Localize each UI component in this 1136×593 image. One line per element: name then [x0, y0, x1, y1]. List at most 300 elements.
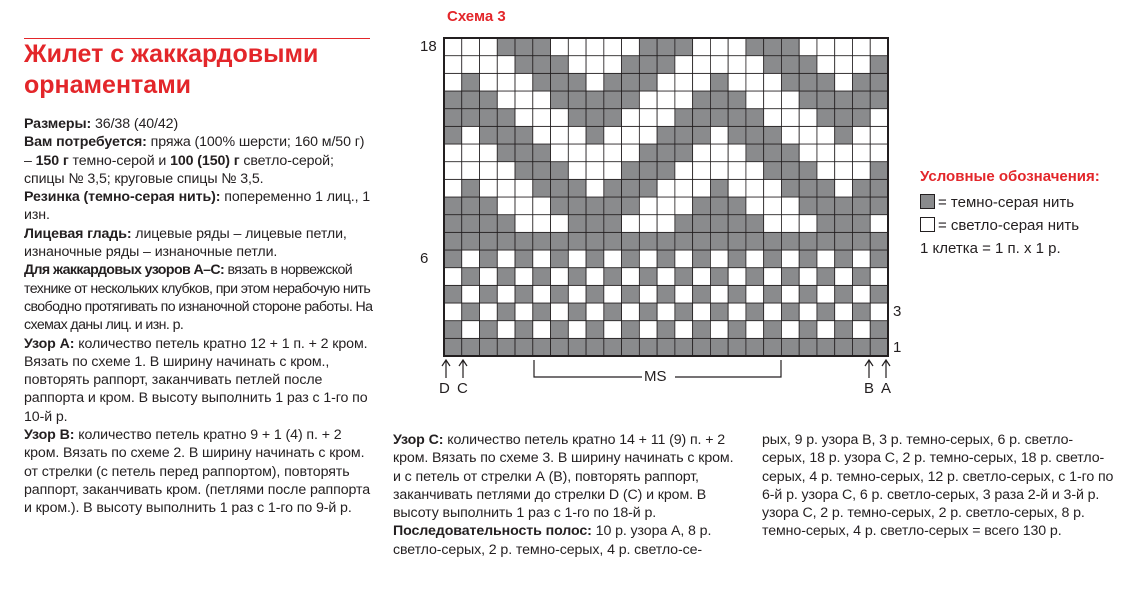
- row-label-1: 1: [893, 339, 902, 356]
- chart-cell: [462, 91, 480, 109]
- chart-cell: [799, 232, 817, 250]
- chart-cell: [781, 162, 799, 180]
- chart-cell: [622, 56, 640, 74]
- chart-cell: [870, 215, 888, 233]
- chart-cell: [781, 73, 799, 91]
- chart-cell: [852, 303, 870, 321]
- arrow-b-icon: [865, 360, 873, 378]
- chart-cell: [462, 321, 480, 339]
- chart-cell: [568, 126, 586, 144]
- chart-cell: [639, 91, 657, 109]
- chart-cell: [870, 162, 888, 180]
- chart-cell: [817, 144, 835, 162]
- chart-cell: [568, 250, 586, 268]
- row-label-18: 18: [420, 38, 437, 55]
- chart-cell: [817, 321, 835, 339]
- chart-cell: [622, 179, 640, 197]
- chart-cell: [480, 303, 498, 321]
- legend-dark: [920, 194, 1074, 211]
- chart-cell: [462, 215, 480, 233]
- chart-cell: [675, 321, 693, 339]
- chart-cell: [693, 56, 711, 74]
- chart-cell: [764, 73, 782, 91]
- chart-cell: [799, 73, 817, 91]
- chart-cell: [799, 268, 817, 286]
- chart-cell: [604, 215, 622, 233]
- chart-cell: [515, 338, 533, 356]
- stockinette-label: Лицевая гладь:: [24, 225, 132, 242]
- chart-cell: [622, 268, 640, 286]
- chart-cell: [799, 91, 817, 109]
- legend-light: [920, 217, 1079, 234]
- chart-cell: [746, 126, 764, 144]
- chart-cell: [799, 109, 817, 127]
- chart-cell: [781, 321, 799, 339]
- chart-cell: [710, 232, 728, 250]
- chart-cell: [604, 91, 622, 109]
- chart-cell: [604, 268, 622, 286]
- chart-cell: [444, 285, 462, 303]
- chart-cell: [693, 215, 711, 233]
- chart-cell: [870, 126, 888, 144]
- chart-cell: [462, 303, 480, 321]
- chart-cell: [497, 56, 515, 74]
- chart-cell: [497, 303, 515, 321]
- chart-cell: [639, 144, 657, 162]
- chart-cell: [622, 197, 640, 215]
- chart-cell: [604, 338, 622, 356]
- chart-cell: [746, 91, 764, 109]
- chart-cell: [764, 250, 782, 268]
- chart-cell: [835, 144, 853, 162]
- chart-cell: [728, 250, 746, 268]
- chart-cell: [551, 268, 569, 286]
- chart-cell: [817, 232, 835, 250]
- chart-cell: [515, 38, 533, 56]
- chart-cell: [799, 144, 817, 162]
- chart-cell: [551, 232, 569, 250]
- chart-cell: [693, 109, 711, 127]
- chart-cell: [817, 73, 835, 91]
- chart-cell: [497, 144, 515, 162]
- chart-cell: [462, 179, 480, 197]
- chart-cell: [675, 126, 693, 144]
- arrow-d-icon: [442, 360, 450, 378]
- chart-cell: [515, 126, 533, 144]
- materials-amount-light: 100 (150) г: [170, 152, 240, 169]
- chart-cell: [835, 232, 853, 250]
- chart-cell: [817, 91, 835, 109]
- chart-cell: [870, 56, 888, 74]
- chart-cell: [728, 179, 746, 197]
- chart-cell: [568, 56, 586, 74]
- repeat-label: MS: [644, 368, 667, 385]
- chart-cell: [675, 215, 693, 233]
- chart-cell: [764, 268, 782, 286]
- chart-cell: [497, 285, 515, 303]
- chart-cell: [497, 215, 515, 233]
- chart-cell: [568, 215, 586, 233]
- chart-cell: [533, 73, 551, 91]
- chart-cell: [551, 162, 569, 180]
- chart-cell: [444, 321, 462, 339]
- chart-cell: [764, 109, 782, 127]
- chart-cell: [781, 91, 799, 109]
- chart-cell: [657, 38, 675, 56]
- chart-cell: [480, 56, 498, 74]
- chart-cell: [693, 285, 711, 303]
- chart-cell: [586, 73, 604, 91]
- chart-cell: [764, 303, 782, 321]
- chart-cell: [728, 268, 746, 286]
- chart-cell: [835, 285, 853, 303]
- chart-cell: [764, 144, 782, 162]
- chart-cell: [551, 144, 569, 162]
- chart-cell: [693, 38, 711, 56]
- chart-cell: [462, 338, 480, 356]
- legend-title: Условные обозначения:: [920, 168, 1100, 185]
- chart-cell: [728, 56, 746, 74]
- chart-cell: [586, 91, 604, 109]
- chart-cell: [515, 321, 533, 339]
- chart-cell: [657, 56, 675, 74]
- arrow-label-a: A: [881, 380, 892, 397]
- chart-cell: [852, 268, 870, 286]
- chart-cell: [604, 162, 622, 180]
- chart-cell: [764, 126, 782, 144]
- chart-cell: [586, 144, 604, 162]
- chart-cell: [746, 162, 764, 180]
- chart-cell: [852, 250, 870, 268]
- chart-cell: [835, 215, 853, 233]
- chart-cell: [852, 38, 870, 56]
- chart-cell: [533, 162, 551, 180]
- light-swatch: [920, 217, 935, 232]
- chart-cell: [675, 268, 693, 286]
- chart-cell: [639, 232, 657, 250]
- chart-cell: [551, 109, 569, 127]
- chart-cell: [568, 268, 586, 286]
- chart-cell: [764, 56, 782, 74]
- chart-cell: [568, 162, 586, 180]
- chart-cell: [604, 56, 622, 74]
- chart-cell: [657, 268, 675, 286]
- chart-cell: [746, 73, 764, 91]
- chart-cell: [781, 56, 799, 74]
- chart-cell: [675, 38, 693, 56]
- chart-cell: [515, 268, 533, 286]
- chart-cell: [444, 109, 462, 127]
- chart-cell: [693, 303, 711, 321]
- chart-cell: [675, 338, 693, 356]
- chart-cell: [586, 179, 604, 197]
- chart-cell: [639, 268, 657, 286]
- chart-cell: [533, 109, 551, 127]
- chart-cell: [568, 321, 586, 339]
- chart-cell: [533, 144, 551, 162]
- chart-cell: [604, 250, 622, 268]
- chart-cell: [764, 162, 782, 180]
- chart-cell: [568, 232, 586, 250]
- chart-cell: [870, 250, 888, 268]
- chart-cell: [728, 91, 746, 109]
- chart-cell: [551, 126, 569, 144]
- chart-cell: [870, 91, 888, 109]
- chart-cell: [728, 162, 746, 180]
- chart-cell: [480, 91, 498, 109]
- chart-cell: [675, 303, 693, 321]
- chart-cell: [870, 268, 888, 286]
- chart-cell: [462, 126, 480, 144]
- chart-cells: [444, 38, 888, 356]
- chart-cell: [835, 73, 853, 91]
- arrow-label-b: B: [864, 380, 875, 397]
- chart-cell: [852, 56, 870, 74]
- chart-cell: [586, 285, 604, 303]
- chart-cell: [728, 232, 746, 250]
- chart-cell: [639, 303, 657, 321]
- chart-cell: [639, 38, 657, 56]
- chart-cell: [515, 303, 533, 321]
- chart-cell: [480, 197, 498, 215]
- chart-cell: [710, 162, 728, 180]
- chart-cell: [604, 109, 622, 127]
- chart-cell: [764, 38, 782, 56]
- chart-cell: [728, 215, 746, 233]
- chart-cell: [568, 197, 586, 215]
- chart-cell: [533, 91, 551, 109]
- chart-cell: [746, 197, 764, 215]
- chart-cell: [852, 338, 870, 356]
- chart-cell: [657, 91, 675, 109]
- chart-cell: [781, 126, 799, 144]
- chart-cell: [568, 91, 586, 109]
- chart-cell: [586, 197, 604, 215]
- materials-text-a: пряжа (100% шерсти; 160 м/50 г) –: [24, 134, 365, 169]
- chart-cell: [515, 56, 533, 74]
- chart-cell: [480, 232, 498, 250]
- chart-cell: [693, 232, 711, 250]
- chart-cell: [497, 38, 515, 56]
- chart-cell: [781, 285, 799, 303]
- row-label-3: 3: [893, 303, 902, 320]
- chart-cell: [852, 73, 870, 91]
- chart-cell: [657, 144, 675, 162]
- chart-cell: [675, 197, 693, 215]
- chart-cell: [835, 268, 853, 286]
- chart-cell: [870, 303, 888, 321]
- chart-cell: [675, 91, 693, 109]
- chart-cell: [693, 338, 711, 356]
- chart-cell: [728, 197, 746, 215]
- chart-cell: [764, 215, 782, 233]
- chart-cell: [639, 197, 657, 215]
- chart-cell: [480, 109, 498, 127]
- chart-cell: [728, 338, 746, 356]
- chart-cell: [710, 215, 728, 233]
- chart-cell: [657, 73, 675, 91]
- chart-cell: [462, 109, 480, 127]
- chart-cell: [639, 109, 657, 127]
- chart-cell: [639, 179, 657, 197]
- chart-cell: [462, 285, 480, 303]
- chart-cell: [799, 303, 817, 321]
- chart-cell: [817, 56, 835, 74]
- chart-cell: [639, 162, 657, 180]
- chart-cell: [657, 162, 675, 180]
- chart-cell: [480, 162, 498, 180]
- rib-value: попеременно 1 лиц., 1 изн.: [24, 189, 371, 224]
- chart-cell: [497, 162, 515, 180]
- chart-cell: [622, 321, 640, 339]
- chart-cell: [781, 38, 799, 56]
- chart-cell: [444, 73, 462, 91]
- chart-cell: [817, 250, 835, 268]
- arrow-label-d: D: [439, 380, 450, 397]
- chart-cell: [675, 73, 693, 91]
- chart-cell: [817, 268, 835, 286]
- chart-cell: [799, 321, 817, 339]
- pattern-c-label: Узор С:: [393, 432, 444, 448]
- chart-cell: [497, 126, 515, 144]
- pattern-b-label: Узор В:: [24, 427, 75, 444]
- rib-label: Резинка (темно-серая нить):: [24, 189, 221, 206]
- chart-cell: [551, 91, 569, 109]
- chart-cell: [604, 321, 622, 339]
- chart-cell: [480, 215, 498, 233]
- chart-cell: [551, 197, 569, 215]
- chart-cell: [444, 250, 462, 268]
- chart-cell: [497, 321, 515, 339]
- chart-cell: [693, 162, 711, 180]
- materials-amount-dark: 150 г: [35, 152, 69, 169]
- chart-cell: [675, 109, 693, 127]
- chart-cell: [604, 232, 622, 250]
- chart-cell: [817, 303, 835, 321]
- legend-cell-size: 1 клетка = 1 п. х 1 р.: [920, 240, 1061, 257]
- chart-cell: [480, 144, 498, 162]
- chart-cell: [551, 303, 569, 321]
- chart-cell: [568, 285, 586, 303]
- chart-cell: [746, 268, 764, 286]
- chart-cell: [586, 250, 604, 268]
- article-title-line-2: орнаментами: [24, 71, 192, 99]
- chart-cell: [462, 56, 480, 74]
- chart-cell: [852, 126, 870, 144]
- chart-cell: [533, 268, 551, 286]
- chart-cell: [693, 197, 711, 215]
- chart-cell: [515, 73, 533, 91]
- chart-cell: [462, 38, 480, 56]
- materials-label: Вам потребуется:: [24, 134, 147, 151]
- chart-cell: [675, 232, 693, 250]
- chart-cell: [764, 321, 782, 339]
- chart-cell: [604, 73, 622, 91]
- chart-cell: [799, 56, 817, 74]
- chart-cell: [870, 38, 888, 56]
- chart-cell: [444, 56, 462, 74]
- chart-cell: [497, 338, 515, 356]
- chart-cell: [693, 250, 711, 268]
- chart-cell: [622, 144, 640, 162]
- chart-cell: [444, 268, 462, 286]
- chart-cell: [657, 197, 675, 215]
- stripe-sequence-value: 10 р. узора А, 8 р. светло-серых, 2 р. темно-серых, 4 р. светло-се-: [393, 523, 712, 558]
- chart-cell: [533, 179, 551, 197]
- chart-cell: [586, 232, 604, 250]
- legend-light-text: = светло-серая нить: [938, 217, 1080, 234]
- chart-cell: [693, 126, 711, 144]
- chart-cell: [533, 38, 551, 56]
- chart-cell: [746, 338, 764, 356]
- chart-cell: [497, 179, 515, 197]
- chart-cell: [799, 285, 817, 303]
- chart-cell: [551, 179, 569, 197]
- chart-cell: [781, 144, 799, 162]
- chart-cell: [622, 215, 640, 233]
- chart-cell: [533, 215, 551, 233]
- chart-cell: [497, 250, 515, 268]
- chart-cell: [710, 144, 728, 162]
- chart-cell: [710, 56, 728, 74]
- chart-cell: [533, 285, 551, 303]
- sizes-value: 36/38 (40/42): [94, 116, 179, 132]
- chart-cell: [817, 126, 835, 144]
- chart-cell: [533, 338, 551, 356]
- chart-cell: [551, 250, 569, 268]
- chart-cell: [693, 179, 711, 197]
- chart-cell: [817, 215, 835, 233]
- chart-cell: [604, 126, 622, 144]
- chart-cell: [551, 38, 569, 56]
- chart-cell: [604, 179, 622, 197]
- chart-cell: [764, 232, 782, 250]
- chart-cell: [622, 303, 640, 321]
- chart-cell: [515, 179, 533, 197]
- chart-cell: [710, 91, 728, 109]
- chart-cell: [835, 197, 853, 215]
- chart-cell: [817, 38, 835, 56]
- chart-cell: [639, 73, 657, 91]
- dark-swatch: [920, 194, 935, 209]
- chart-cell: [444, 91, 462, 109]
- chart-cell: [675, 144, 693, 162]
- chart-cell: [870, 197, 888, 215]
- chart-cell: [764, 338, 782, 356]
- chart-cell: [497, 268, 515, 286]
- chart-cell: [870, 179, 888, 197]
- chart-cell: [693, 73, 711, 91]
- chart-cell: [746, 179, 764, 197]
- chart-cell: [586, 338, 604, 356]
- chart-cell: [604, 144, 622, 162]
- chart-cell: [657, 303, 675, 321]
- chart-cell: [781, 303, 799, 321]
- chart-cell: [622, 109, 640, 127]
- chart-cell: [480, 179, 498, 197]
- chart-cell: [515, 162, 533, 180]
- chart-cell: [870, 285, 888, 303]
- chart-cell: [568, 144, 586, 162]
- chart-cell: [604, 285, 622, 303]
- chart-cell: [746, 56, 764, 74]
- chart-cell: [710, 285, 728, 303]
- chart-cell: [497, 73, 515, 91]
- chart-cell: [462, 250, 480, 268]
- chart-cell: [835, 126, 853, 144]
- chart-cell: [852, 162, 870, 180]
- chart-cell: [799, 197, 817, 215]
